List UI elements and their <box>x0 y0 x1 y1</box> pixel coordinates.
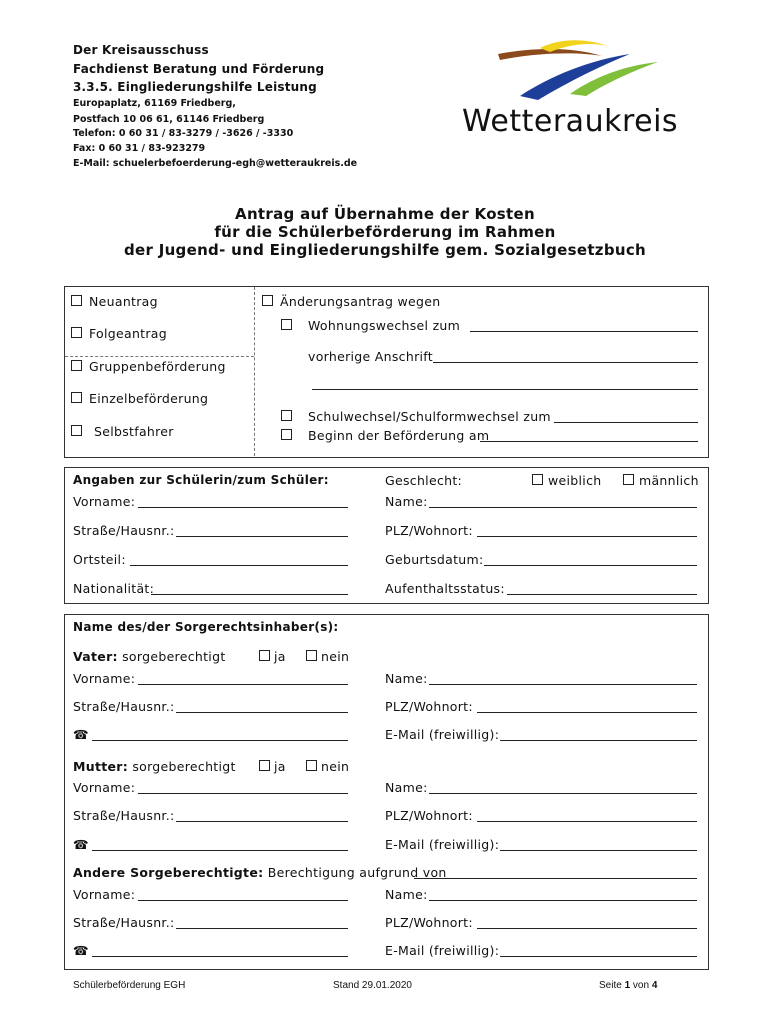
vater-vorname-field[interactable] <box>138 684 348 685</box>
vater-plz-label: PLZ/Wohnort: <box>385 699 473 714</box>
mutter-label: Mutter: <box>73 759 129 774</box>
mutter-plz-label: PLZ/Wohnort: <box>385 808 473 823</box>
address-line-1: Europaplatz, 61169 Friedberg, <box>73 98 236 109</box>
mutter-nein-checkbox[interactable] <box>306 760 317 771</box>
vater-phone-field[interactable] <box>92 740 348 741</box>
mutter-row <box>73 759 236 774</box>
vater-strasse-label: Straße/Hausnr.: <box>73 699 175 714</box>
neuantrag-option[interactable] <box>71 294 158 309</box>
andere-name-field[interactable] <box>429 900 697 901</box>
geburtsdatum-field[interactable] <box>484 565 697 566</box>
footer-date: Stand 29.01.2020 <box>333 980 412 991</box>
andere-phone-field[interactable] <box>92 956 348 957</box>
mutter-vorname-field[interactable] <box>138 793 348 794</box>
fax-line: Fax: 0 60 31 / 83-923279 <box>73 143 206 154</box>
vater-row <box>73 649 226 664</box>
vater-nein-checkbox[interactable] <box>306 650 317 661</box>
vater-name-field[interactable] <box>429 684 697 685</box>
andere-vorname-label: Vorname: <box>73 887 136 902</box>
schueler-heading: Angaben zur Schülerin/zum Schüler: <box>73 473 329 487</box>
vater-vorname-label: Vorname: <box>73 671 136 686</box>
form-title-line-2: für die Schülerbeförderung im Rahmen <box>214 223 556 241</box>
wohnung-label: Wohnungswechsel zum <box>308 318 461 333</box>
neuantrag-label: Neuantrag <box>89 294 158 309</box>
vater-email-field[interactable] <box>500 740 697 741</box>
mutter-name-field[interactable] <box>429 793 697 794</box>
schulwechsel-date-field[interactable] <box>554 422 698 423</box>
andere-strasse-field[interactable] <box>176 928 348 929</box>
andere-name-label: Name: <box>385 887 428 902</box>
wohnung-date-field[interactable] <box>470 331 698 332</box>
dept-name: Fachdienst Beratung und Förderung <box>73 62 325 76</box>
page-total: 4 <box>651 980 658 991</box>
vater-ja-label: ja <box>274 649 286 664</box>
folgeantrag-checkbox[interactable] <box>71 327 82 338</box>
address-line-2: Postfach 10 06 61, 61146 Friedberg <box>73 114 265 125</box>
schueler-vorname-label: Vorname: <box>73 494 136 509</box>
mutter-email-label: E-Mail (freiwillig): <box>385 837 500 852</box>
weiblich-option[interactable] <box>532 473 601 488</box>
einzel-checkbox[interactable] <box>71 392 82 403</box>
vater-strasse-field[interactable] <box>176 712 348 713</box>
einzel-label: Einzelbeförderung <box>89 391 209 406</box>
vater-phone-icon: ☎ <box>73 727 89 742</box>
aenderung-label: Änderungsantrag wegen <box>280 294 441 309</box>
mutter-nein-option[interactable] <box>306 759 349 774</box>
antrag-divider <box>254 287 255 456</box>
aenderung-option[interactable] <box>262 294 440 309</box>
vater-ja-option[interactable] <box>259 649 286 664</box>
nationalitaet-field[interactable] <box>151 594 348 595</box>
logo-text: Wetteraukreis <box>462 104 679 139</box>
mutter-strasse-label: Straße/Hausnr.: <box>73 808 175 823</box>
mutter-sorgeberechtigt-label: sorgeberechtigt <box>132 759 236 774</box>
andere-label: Andere Sorgeberechtigte: <box>73 865 264 880</box>
andere-phone-icon: ☎ <box>73 943 89 958</box>
andere-vorname-field[interactable] <box>138 900 348 901</box>
ortsteil-label: Ortsteil: <box>73 552 126 567</box>
schueler-name-field[interactable] <box>429 507 697 508</box>
phone-line: Telefon: 0 60 31 / 83-3279 / -3626 / -3330 <box>73 128 294 139</box>
folgeantrag-option[interactable] <box>71 326 167 341</box>
schulwechsel-option[interactable] <box>281 409 551 424</box>
mutter-plz-field[interactable] <box>477 821 697 822</box>
mutter-vorname-label: Vorname: <box>73 780 136 795</box>
vater-ja-checkbox[interactable] <box>259 650 270 661</box>
gruppen-checkbox[interactable] <box>71 360 82 371</box>
vater-label: Vater: <box>73 649 118 664</box>
unit-name: 3.3.5. Eingliederungshilfe Leistung <box>73 80 317 94</box>
schueler-plz-field[interactable] <box>477 536 697 537</box>
schueler-strasse-field[interactable] <box>176 536 348 537</box>
maennlich-checkbox[interactable] <box>623 474 634 485</box>
email-line: E-Mail: schuelerbefoerderung-egh@wetteraukreis.de <box>73 158 358 169</box>
andere-email-field[interactable] <box>500 956 697 957</box>
geburtsdatum-label: Geburtsdatum: <box>385 552 484 567</box>
vorherige-anschrift-field[interactable] <box>433 362 698 363</box>
schueler-name-label: Name: <box>385 494 428 509</box>
mutter-strasse-field[interactable] <box>176 821 348 822</box>
mutter-phone-icon: ☎ <box>73 837 89 852</box>
andere-strasse-label: Straße/Hausnr.: <box>73 915 175 930</box>
wetteraukreis-logo-icon <box>490 36 690 106</box>
beginn-option[interactable] <box>281 428 489 443</box>
maennlich-option[interactable] <box>623 473 699 488</box>
vater-plz-field[interactable] <box>477 712 697 713</box>
andere-plz-label: PLZ/Wohnort: <box>385 915 473 930</box>
form-title-line-3: der Jugend- und Eingliederungshilfe gem. Sozialgesetzbuch <box>123 241 647 259</box>
aufenthalt-field[interactable] <box>507 594 697 595</box>
vater-nein-label: nein <box>321 649 350 664</box>
ortsteil-field[interactable] <box>130 565 348 566</box>
footer-page <box>599 980 657 991</box>
mutter-name-label: Name: <box>385 780 428 795</box>
andere-row <box>73 865 447 880</box>
mutter-ja-option[interactable] <box>259 759 286 774</box>
schueler-plz-label: PLZ/Wohnort: <box>385 523 473 538</box>
aenderung-checkbox[interactable] <box>262 295 273 306</box>
andere-email-label: E-Mail (freiwillig): <box>385 943 500 958</box>
neuantrag-checkbox[interactable] <box>71 295 82 306</box>
vater-email-label: E-Mail (freiwillig): <box>385 727 500 742</box>
folgeantrag-label: Folgeantrag <box>89 326 168 341</box>
weiblich-label: weiblich <box>548 473 602 488</box>
selbstfahrer-checkbox[interactable] <box>71 425 82 436</box>
vater-nein-option[interactable] <box>306 649 349 664</box>
mutter-ja-checkbox[interactable] <box>259 760 270 771</box>
gruppen-label: Gruppenbeförderung <box>89 359 226 374</box>
andere-plz-field[interactable] <box>477 928 697 929</box>
berechtigung-label: Berechtigung aufgrund von <box>267 865 447 880</box>
mutter-ja-label: ja <box>274 759 286 774</box>
beginn-checkbox[interactable] <box>281 429 292 440</box>
selbstfahrer-label: Selbstfahrer <box>94 424 174 439</box>
schueler-vorname-field[interactable] <box>138 507 348 508</box>
geschlecht-label: Geschlecht: <box>385 473 463 488</box>
gruppen-option[interactable] <box>71 359 226 374</box>
schueler-strasse-label: Straße/Hausnr.: <box>73 523 175 538</box>
berechtigung-field[interactable] <box>414 878 697 879</box>
page-of: von <box>632 980 650 991</box>
vorherige-label: vorherige Anschrift <box>308 349 433 364</box>
maennlich-label: männlich <box>639 473 699 488</box>
vater-name-label: Name: <box>385 671 428 686</box>
nationalitaet-label: Nationalität: <box>73 581 155 596</box>
wohnung-checkbox[interactable] <box>281 319 292 330</box>
antrag-divider-h <box>65 356 254 357</box>
aufenthalt-label: Aufenthaltsstatus: <box>385 581 505 596</box>
mutter-email-field[interactable] <box>500 850 697 851</box>
wohnung-option[interactable] <box>281 318 460 333</box>
vorherige-anschrift-field-2[interactable] <box>312 389 698 390</box>
vater-sorgeberechtigt-label: sorgeberechtigt <box>122 649 226 664</box>
einzel-option[interactable] <box>71 391 208 406</box>
schulwechsel-label: Schulwechsel/Schulformwechsel zum <box>308 409 551 424</box>
mutter-phone-field[interactable] <box>92 850 348 851</box>
beginn-label: Beginn der Beförderung am <box>308 428 490 443</box>
schulwechsel-checkbox[interactable] <box>281 410 292 421</box>
page-number: 1 <box>624 980 631 991</box>
page-prefix: Seite <box>599 980 622 991</box>
weiblich-checkbox[interactable] <box>532 474 543 485</box>
selbstfahrer-option[interactable] <box>71 424 174 439</box>
org-name: Der Kreisausschuss <box>73 43 209 57</box>
mutter-nein-label: nein <box>321 759 350 774</box>
footer-left: Schülerbeförderung EGH <box>73 980 186 991</box>
form-title-line-1: Antrag auf Übernahme der Kosten <box>235 205 535 223</box>
beginn-date-field[interactable] <box>480 441 698 442</box>
sorge-heading: Name des/der Sorgerechtsinhaber(s): <box>73 620 339 634</box>
